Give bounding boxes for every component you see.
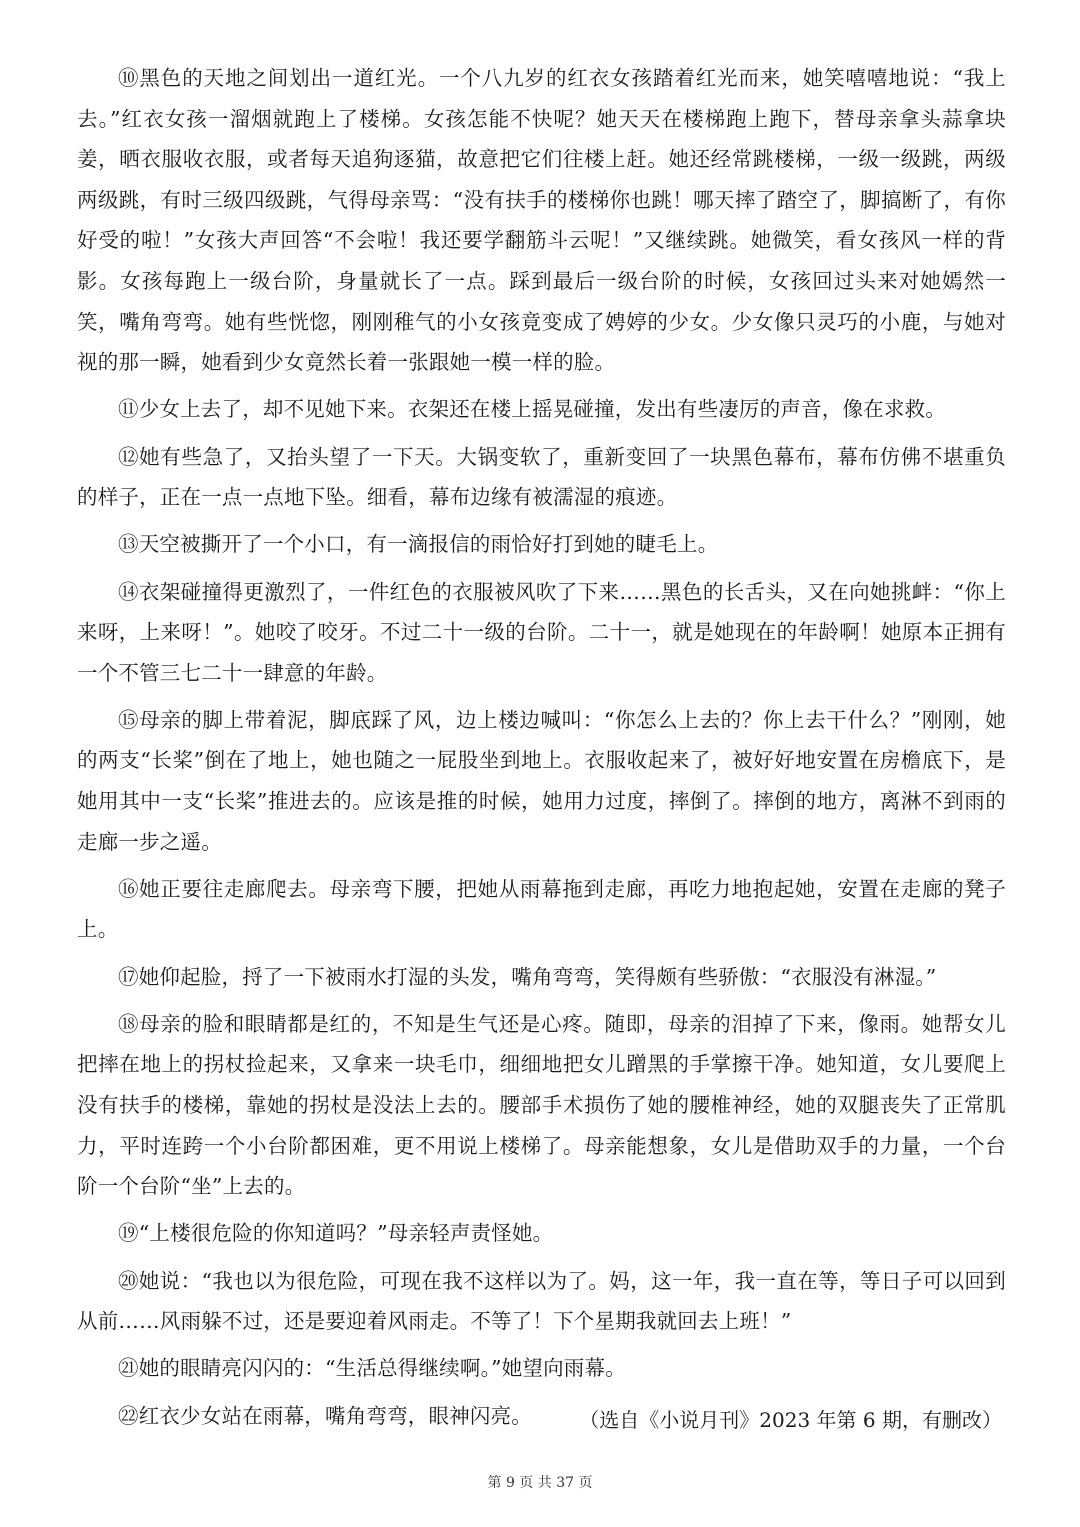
paragraph-22: ㉒红衣少女站在雨幕，嘴角弯弯，眼神闪亮。 (118, 1403, 532, 1428)
page-footer: 第 9 页 共 37 页 (487, 1475, 593, 1491)
paragraph-18: ⑱母亲的脸和眼睛都是红的，不知是生气还是心疼。随即，母亲的泪掉了下来，像雨。她帮女儿把摔在地上的拐杖捡起来，又拿来一块毛巾，细细地把女儿蹭黑的手掌擦干净。她知道，女儿要爬上没有扶手的楼梯，靠她的拐杖是没法上去的。腰部手术损伤了她的腰椎神经，她的双腿丧失了正常肌力，平时连跨一个小台阶都困难，更不用说上楼梯了。母亲能想象，女儿是借助双手的力量，一个台阶一个台阶“坐”上去的。 (77, 1011, 1006, 1199)
paragraph-21: ㉑她的眼睛亮闪闪的：“生活总得继续啊。”她望向雨幕。 (118, 1356, 626, 1381)
paragraph-20: ⑳她说：“我也以为很危险，可现在我不这样以为了。妈，这一年，我一直在等，等日子可以回到从前……风雨躲不过，还是要迎着风雨走。不等了！下个星期我就回去上班！” (77, 1268, 1006, 1334)
paragraph-17: ⑰她仰起脸，捋了一下被雨水打湿的头发，嘴角弯弯，笑得颇有些骄傲：“衣服没有淋湿。” (118, 964, 937, 989)
paragraph-13: ⑬天空被撕开了一个小口，有一滴报信的雨恰好打到她的睫毛上。 (118, 532, 719, 557)
paragraph-10: ⑩黑色的天地之间划出一道红光。一个八九岁的红衣女孩踏着红光而来，她笑嘻嘻地说：“我上去。”红衣女孩一溜烟就跑上了楼梯。女孩怎能不快呢？她天天在楼梯跑上跑下，替母亲拿头蒜拿块姜，晒衣服收衣服，或者每天追狗逐猫，故意把它们往楼上赶。她还经常跳楼梯，一级一级跳，两级两级跳，有时三级四级跳，气得母亲骂：“没有扶手的楼梯你也跳！哪天摔了踏空了，脚搞断了，有你好受的啦！”女孩大声回答“不会啦！我还要学翻筋斗云呢！”又继续跳。她微笑，看女孩风一样的背影。女孩每跑上一级台阶，身量就长了一点。踩到最后一级台阶的时候，女孩回过头来对她嫣然一笑，嘴角弯弯。她有些恍惚，刚刚稚气的小女孩竟变成了娉婷的少女。少女像只灵巧的小鹿，与她对视的那一瞬，她看到少女竟然长着一张跟她一模一样的脸。 (77, 66, 1006, 375)
paragraph-16: ⑯她正要往走廊爬去。母亲弯下腰，把她从雨幕拖到走廊，再吃力地抱起她，安置在走廊的凳子上。 (77, 876, 1006, 942)
paragraph-15: ⑮母亲的脚上带着泥，脚底踩了风，边上楼边喊叫：“你怎么上去的？你上去干什么？”刚刚，她的两支“长桨”倒在了地上，她也随之一屁股坐到地上。衣服收起来了，被好好地安置在房檐底下，是她用其中一支“长桨”推进去的。应该是推的时候，她用力过度，摔倒了。摔倒的地方，离淋不到雨的走廊一步之遥。 (77, 707, 1006, 854)
source-citation: （选自《小说月刊》2023 年第 6 期，有删改） (579, 1408, 1002, 1432)
paragraph-19: ⑲“上楼很危险的你知道吗？”母亲轻声责怪她。 (118, 1221, 554, 1246)
paragraph-12: ⑫她有些急了，又抬头望了一下天。大锅变软了，重新变回了一块黑色幕布，幕布仿佛不堪重负的样子，正在一点一点地下坠。细看，幕布边缘有被濡湿的痕迹。 (77, 444, 1006, 510)
paragraph-14: ⑭衣架碰撞得更激烈了，一件红色的衣服被风吹了下来……黑色的长舌头，又在向她挑衅：“你上来呀，上来呀！”。她咬了咬牙。不过二十一级的台阶。二十一，就是她现在的年龄啊！她原本正拥有一个不管三七二十一肆意的年龄。 (77, 579, 1006, 685)
paragraph-11: ⑪少女上去了，却不见她下来。衣架还在楼上摇晃碰撞，发出有些凄厉的声音，像在求救。 (118, 397, 946, 422)
